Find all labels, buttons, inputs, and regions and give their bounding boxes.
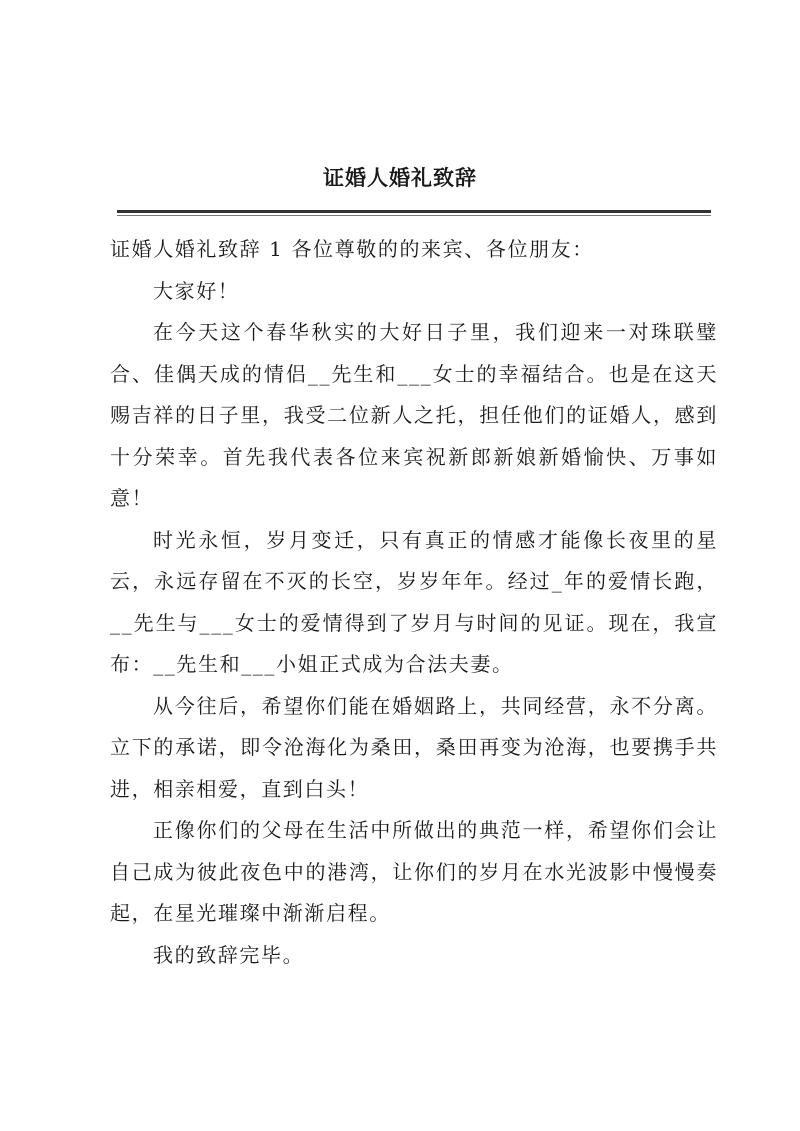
paragraph-introduction: 在今天这个春华秋实的大好日子里，我们迎来一对珠联璧合、佳偶天成的情侣__先生和___女士的幸福结合。也是在这天赐吉祥的日子里，我受二位新人之托，担任他们的证婚人，感到十分荣幸。首先我代表各位来宾祝新郎新娘新婚愉快、万事如意！	[110, 320, 718, 510]
paragraph-closing: 我的致辞完毕。	[153, 942, 305, 967]
paragraph-greeting: 大家好！	[153, 278, 240, 303]
title-divider	[117, 210, 711, 213]
paragraph-opening: 证婚人婚礼致辞 1 各位尊敬的的来宾、各位朋友：	[110, 237, 594, 261]
paragraph-wishes: 从今往后，希望你们能在婚姻路上，共同经营，永不分离。立下的承诺，即令沧海化为桑田，桑田再变为沧海，也要携手共进，相亲相爱，直到白头！	[110, 693, 718, 801]
paragraph-hope: 正像你们的父母在生活中所做出的典范一样，希望你们会让自己成为彼此夜色中的港湾，让你们的岁月在水光波影中慢慢奏起，在星光璀璨中渐渐启程。	[110, 818, 718, 925]
document-body	[110, 229, 718, 976]
title-divider-thin	[117, 215, 711, 216]
document-title: 证婚人婚礼致辞	[323, 165, 477, 190]
paragraph-declaration: 时光永恒，岁月变迁，只有真正的情感才能像长夜里的星云，永远存留在不灭的长空，岁岁年年。经过_年的爱情长跑，__先生与___女士的爱情得到了岁月与时间的见证。现在，我宣布：__先生和___小姐正式成为合法夫妻。	[110, 527, 718, 676]
